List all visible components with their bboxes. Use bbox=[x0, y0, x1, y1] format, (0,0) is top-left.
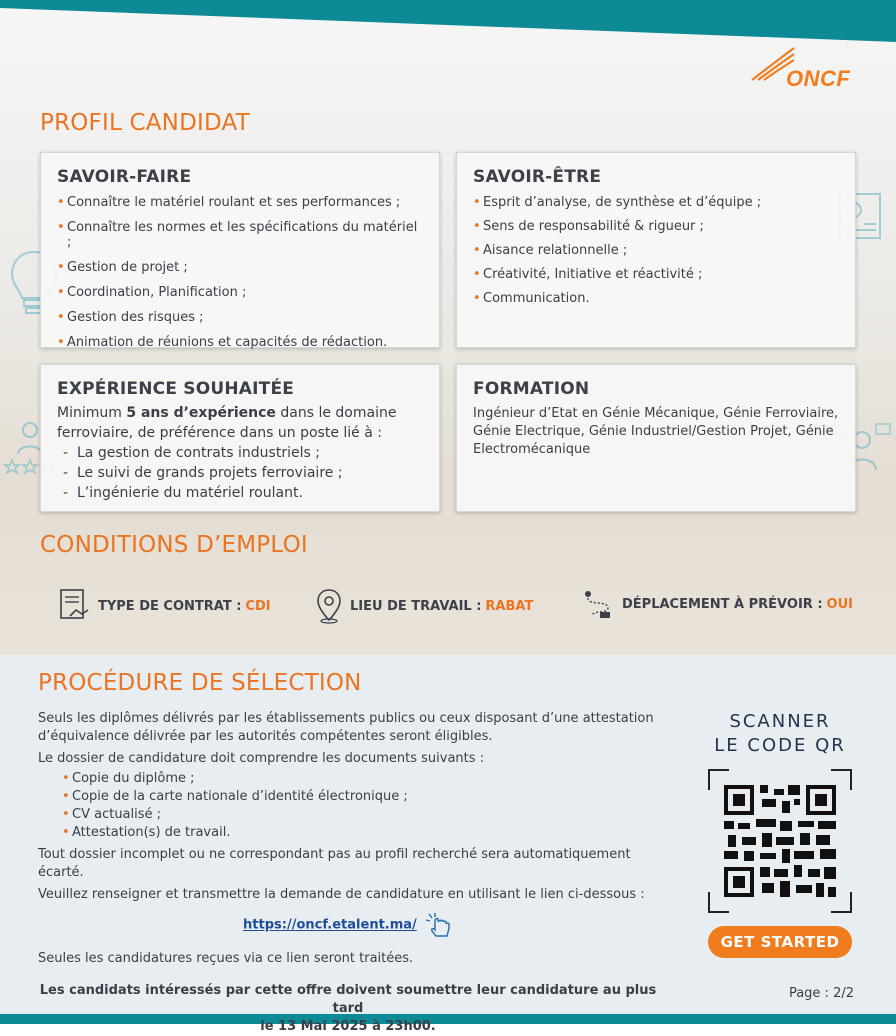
list-item: • Aisance relationnelle ; bbox=[473, 243, 839, 258]
top-teal-band bbox=[0, 0, 896, 50]
procedure-body bbox=[38, 710, 658, 1036]
list-item: - La gestion de contrats industriels ; bbox=[63, 443, 423, 463]
deadline bbox=[38, 982, 658, 1036]
savoir-etre-list bbox=[473, 195, 839, 306]
application-link[interactable]: https://oncf.etalent.ma/ bbox=[243, 917, 417, 933]
contract-icon bbox=[58, 588, 90, 624]
procedure-incomplete-note: Tout dossier incomplet ou ne correspondant pas au profil recherché sera automatiquement écarté. bbox=[38, 847, 631, 880]
savoir-faire-title: SAVOIR-FAIRE bbox=[57, 167, 192, 187]
savoir-etre-title: SAVOIR-ÊTRE bbox=[473, 167, 602, 187]
procedure-eligibility: Seuls les diplômes délivrés par les établissements publics ou ceux disposant d’une attestation d’équivalence délivrée par les autorités compétentes seront éligibles. bbox=[38, 711, 654, 744]
location-value: RABAT bbox=[485, 598, 534, 614]
list-item: • Copie du diplôme ; bbox=[62, 770, 658, 788]
list-item: - Le suivi de grands projets ferroviaire ; bbox=[63, 463, 423, 483]
deadline-line-1: Les candidats intéressés par cette offre doivent soumettre leur candidature au plus tard bbox=[39, 983, 657, 1016]
formation-text: Ingénieur d’Etat en Génie Mécanique, Génie Ferroviaire, Génie Electrique, Génie Industriel/Gestion Projet, Génie Electromécanique bbox=[473, 406, 839, 457]
experience-intro bbox=[57, 403, 423, 443]
logo-text: ONCF bbox=[786, 66, 851, 91]
travel-route-icon bbox=[582, 588, 614, 620]
profil-title: PROFIL CANDIDAT bbox=[40, 110, 250, 136]
get-started-button[interactable]: GET STARTED bbox=[708, 926, 852, 958]
list-item: • Connaître le matériel roulant et ses performances ; bbox=[57, 195, 423, 210]
list-item: • Sens de responsabilité & rigueur ; bbox=[473, 219, 839, 234]
procedure-link-intro: Veuillez renseigner et transmettre la demande de candidature en utilisant le lien ci-dessous : bbox=[38, 887, 645, 902]
list-item: • Créativité, Initiative et réactivité ; bbox=[473, 267, 839, 282]
list-item: • Copie de la carte nationale d’identité électronique ; bbox=[62, 788, 658, 806]
qr-block bbox=[700, 710, 860, 951]
pointer-hand-icon bbox=[425, 912, 453, 938]
procedure-only-link-note: Seules les candidatures reçues via ce lien seront traitées. bbox=[38, 951, 414, 966]
qr-code[interactable] bbox=[709, 770, 851, 912]
link-row bbox=[38, 912, 658, 938]
experience-card bbox=[40, 364, 440, 512]
oncf-logo bbox=[748, 46, 860, 92]
formation-card bbox=[456, 364, 856, 512]
experience-intro-prefix: Minimum bbox=[57, 405, 127, 421]
list-item: • Gestion des risques ; bbox=[57, 310, 423, 325]
contract-value: CDI bbox=[245, 598, 271, 614]
formation-title: FORMATION bbox=[473, 379, 590, 399]
list-item: • Gestion de projet ; bbox=[57, 260, 423, 275]
contract-label: TYPE DE CONTRAT : bbox=[98, 598, 242, 614]
location-label: LIEU DE TRAVAIL : bbox=[350, 598, 482, 614]
experience-years: 5 ans d’expérience bbox=[126, 405, 276, 421]
list-item: • CV actualisé ; bbox=[62, 806, 658, 824]
travel-required bbox=[582, 588, 853, 620]
experience-list bbox=[63, 443, 423, 503]
conditions-title: CONDITIONS D’EMPLOI bbox=[40, 532, 308, 558]
experience-intro-suffix: dans le domaine ferroviaire, de préférence dans un poste lié à : bbox=[57, 405, 397, 441]
documents-list bbox=[62, 770, 658, 842]
procedure-title: PROCÉDURE DE SÉLECTION bbox=[38, 670, 362, 696]
list-item: • Connaître les normes et les spécifications du matériel ; bbox=[57, 220, 423, 250]
list-item: • Communication. bbox=[473, 291, 839, 306]
travel-label: DÉPLACEMENT À PRÉVOIR : bbox=[622, 596, 823, 612]
qr-title-line-2: LE CODE QR bbox=[714, 735, 846, 756]
savoir-faire-card bbox=[40, 152, 440, 348]
list-item: • Animation de réunions et capacités de rédaction. bbox=[57, 335, 423, 350]
location-pin-icon bbox=[316, 588, 342, 624]
experience-title: EXPÉRIENCE SOUHAITÉE bbox=[57, 379, 295, 399]
savoir-faire-list bbox=[57, 195, 423, 350]
savoir-etre-card bbox=[456, 152, 856, 348]
list-item: • Attestation(s) de travail. bbox=[62, 824, 658, 842]
list-item: - L’ingénierie du matériel roulant. bbox=[63, 483, 423, 503]
travel-value: OUI bbox=[826, 596, 853, 612]
procedure-documents-intro: Le dossier de candidature doit comprendre les documents suivants : bbox=[38, 751, 485, 766]
list-item: • Esprit d’analyse, de synthèse et d’équipe ; bbox=[473, 195, 839, 210]
list-item: • Coordination, Planification ; bbox=[57, 285, 423, 300]
qr-title-line-1: SCANNER bbox=[729, 711, 831, 732]
work-location bbox=[316, 588, 533, 624]
deadline-line-2: le 13 Mai 2025 à 23h00. bbox=[260, 1019, 436, 1034]
contract-type bbox=[58, 588, 271, 624]
page-number: Page : 2/2 bbox=[788, 986, 854, 1001]
